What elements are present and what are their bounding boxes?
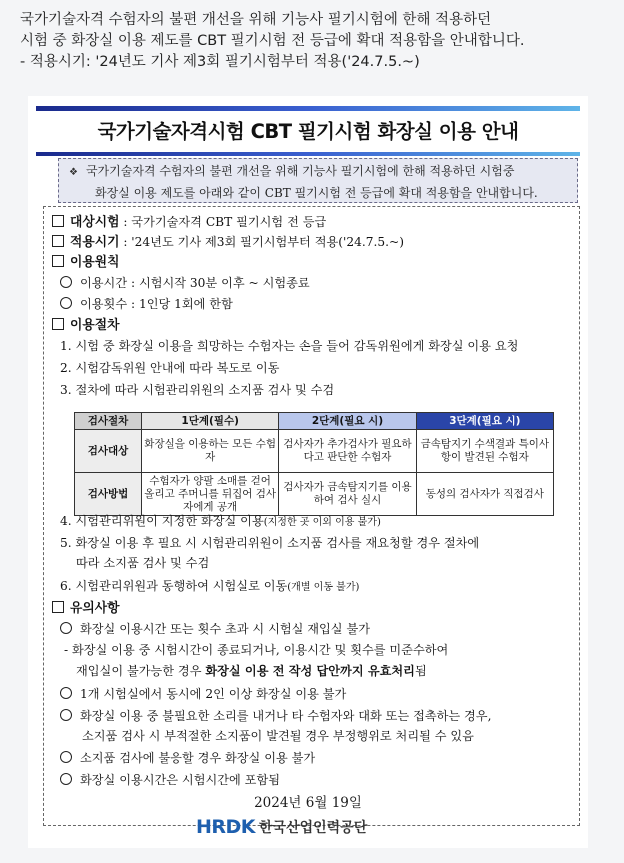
checkbox-square-icon (52, 601, 64, 613)
checkbox-square-icon (52, 235, 64, 247)
step-text: 6. 시험관리위원과 동행하여 시험실로 이동 (60, 579, 288, 593)
checkbox-square-icon (52, 215, 64, 227)
table-row-label: 검사방법 (75, 473, 142, 516)
circle-bullet-icon (60, 622, 72, 634)
caution-label: 유의사항 (70, 601, 120, 616)
caution-text: 화장실 이용시간 또는 횟수 초과 시 시험실 재입실 불가 (80, 622, 371, 636)
title-top-bar (36, 106, 580, 111)
procedure-step: 5. 화장실 이용 후 필요 시 시험관리위원이 소지품 검사를 재요청할 경우 절차에 (60, 536, 480, 550)
diamond-bullet-icon: ❖ (69, 167, 78, 178)
step-note: (지정한 곳 이외 이용 불가) (263, 517, 381, 528)
table-header: 2단계(필요 시) (279, 413, 416, 430)
step-note: (개별 이동 불가) (287, 582, 360, 593)
caution-emphasis: 화장실 이용 전 작성 답안까지 유효처리 (205, 664, 415, 678)
notice-box (58, 158, 578, 203)
table-cell: 검사자가 금속탐지기를 이용하여 검사 실시 (279, 473, 416, 516)
table-row (75, 473, 554, 516)
table-cell: 수험자가 양팔 소매를 걷어 올리고 주머니를 뒤집어 검사자에게 공개 (142, 473, 279, 516)
table-header: 검사절차 (75, 413, 142, 430)
target-row (52, 213, 326, 232)
intro-line-1: 국가기술자격 수험자의 불편 개선을 위해 기능사 필기시험에 한해 적용하던 (20, 12, 492, 28)
caution-item (60, 749, 315, 767)
hrdk-logo-mark: HRDK (196, 816, 256, 838)
notice-line-2: 화장실 이용 제도를 아래와 같이 CBT 필기시험 전 등급에 확대 적용함을 안내합니다. (95, 186, 538, 200)
principle-item (60, 295, 233, 313)
principle-heading (52, 253, 119, 272)
checkbox-square-icon (52, 255, 64, 267)
inspection-table (74, 412, 554, 516)
period-value: : '24년도 기사 제3회 필기시험부터 적용('24.7.5.~) (119, 235, 404, 249)
procedure-step: 2. 시험감독위원 안내에 따라 복도로 이동 (60, 361, 280, 375)
title-bottom-bar (36, 152, 580, 156)
table-header-row (75, 413, 554, 430)
table-cell: 금속탐지기 수색결과 특이사항이 발견된 수험자 (416, 430, 553, 473)
period-row (52, 233, 404, 252)
principle-item-text: 이용횟수 : 1인당 1회에 한함 (80, 297, 233, 311)
circle-bullet-icon (60, 709, 72, 721)
target-label: 대상시험 (70, 215, 120, 230)
period-label: 적용시기 (70, 235, 120, 250)
principle-item-text: 이용시간 : 시험시작 30분 이후 ~ 시험종료 (80, 276, 310, 290)
procedure-step: 1. 시험 중 화장실 이용을 희망하는 수험자는 손을 들어 감독위원에게 화장실 이용 요청 (60, 339, 519, 353)
procedure-step-cont: 따라 소지품 검사 및 수검 (76, 556, 210, 570)
step-text: 4. 시험관리위원이 지정한 화장실 이용 (60, 514, 264, 528)
procedure-label: 이용절차 (70, 318, 120, 333)
circle-bullet-icon (60, 773, 72, 785)
table-header: 1단계(필수) (142, 413, 279, 430)
intro-line-3: - 적용시기: '24년도 기사 제3회 필기시험부터 적용('24.7.5.~) (20, 54, 420, 70)
procedure-heading (52, 316, 119, 335)
caution-item (60, 620, 370, 638)
caution-sub (76, 662, 427, 680)
checkbox-square-icon (52, 318, 64, 330)
table-cell: 화장실을 이용하는 모든 수험자 (142, 430, 279, 473)
table-cell: 검사자가 추가검사가 필요하다고 판단한 수험자 (279, 430, 416, 473)
caution-text: 1개 시험실에서 동시에 2인 이상 화장실 이용 불가 (80, 687, 347, 701)
intro-line-2: 시험 중 화장실 이용 제도를 CBT 필기시험 전 등급에 확대 적용함을 안내합니다. (20, 33, 525, 49)
issue-date: 2024년 6월 19일 (254, 795, 362, 811)
caution-text: 화장실 이용 중 불필요한 소리를 내거나 타 수험자와 대화 또는 접촉하는 경우, (80, 709, 492, 723)
caution-text: 됨 (414, 664, 427, 678)
table-row-label: 검사대상 (75, 430, 142, 473)
circle-bullet-icon (60, 297, 72, 309)
table-header: 3단계(필요 시) (416, 413, 553, 430)
principle-label: 이용원칙 (70, 255, 120, 270)
notice-line-1: 국가기술자격 수험자의 불편 개선을 위해 기능사 필기시험에 한해 적용하던 시험중 (85, 164, 515, 178)
procedure-step (60, 577, 359, 597)
caution-text: 재입실이 불가능한 경우 (76, 664, 206, 678)
procedure-step: 3. 절차에 따라 시험관리위원의 소지품 검사 및 수검 (60, 383, 335, 397)
notice-document (28, 96, 588, 848)
caution-text: 화장실 이용시간은 시험시간에 포함됨 (80, 773, 280, 787)
intro-text (20, 10, 610, 73)
procedure-step (60, 512, 381, 532)
circle-bullet-icon (60, 751, 72, 763)
caution-sub: - 화장실 이용 중 시험시간이 종료되거나, 이용시간 및 횟수를 미준수하여 (64, 643, 449, 657)
circle-bullet-icon (60, 687, 72, 699)
caution-text: 소지품 검사에 불응할 경우 화장실 이용 불가 (80, 751, 316, 765)
table-row (75, 430, 554, 473)
caution-item-cont: 소지품 검사 시 부적절한 소지품이 발견될 경우 부정행위로 처리될 수 있음 (82, 729, 474, 743)
target-value: : 국가기술자격 CBT 필기시험 전 등급 (119, 215, 327, 229)
content-box (43, 206, 580, 826)
table-cell: 동성의 검사자가 직접검사 (416, 473, 553, 516)
caution-item (60, 685, 346, 703)
caution-heading (52, 599, 119, 618)
organization-name: 한국산업인력공단 (259, 820, 368, 836)
hrdk-logo (196, 816, 367, 838)
circle-bullet-icon (60, 276, 72, 288)
caution-item (60, 771, 280, 789)
document-title: 국가기술자격시험 CBT 필기시험 화장실 이용 안내 (97, 120, 519, 143)
caution-item (60, 707, 491, 725)
principle-item (60, 274, 310, 292)
